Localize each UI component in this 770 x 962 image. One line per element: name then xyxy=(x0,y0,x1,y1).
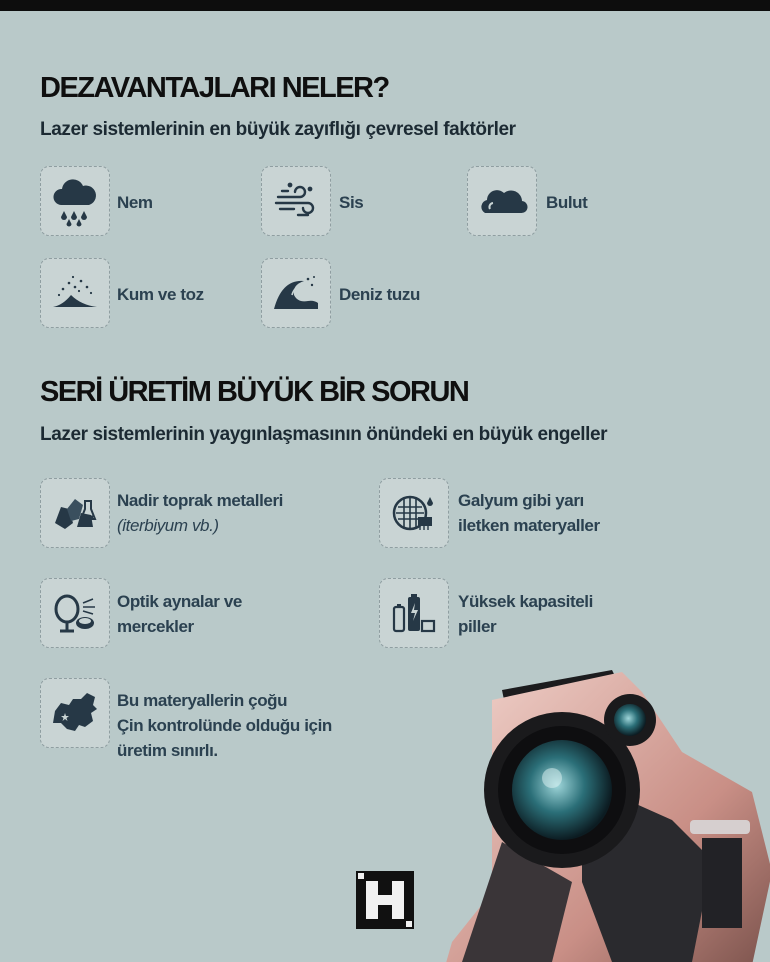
gallium-line1: Galyum gibi yarı xyxy=(458,491,584,510)
china-line3: üretim sınırlı. xyxy=(117,741,218,760)
item-label-rare-earth xyxy=(117,488,283,538)
cloud-icon xyxy=(467,166,537,236)
section1-title: DEZAVANTAJLARI NELER? xyxy=(40,72,389,104)
semiconductor-wafer-icon xyxy=(379,478,449,548)
item-label-bulut: Bulut xyxy=(546,193,588,212)
item-label-gallium xyxy=(458,488,600,538)
gallium-line2: iletken materyaller xyxy=(458,516,600,535)
rare-earth-line1: Nadir toprak metalleri xyxy=(117,491,283,510)
item-label-china xyxy=(117,688,332,763)
battery-icon xyxy=(379,578,449,648)
rain-cloud-icon xyxy=(40,166,110,236)
minerals-icon xyxy=(40,478,110,548)
batteries-line2: piller xyxy=(458,617,497,636)
sea-wave-icon xyxy=(261,258,331,328)
section2-subtitle: Lazer sistemlerinin yaygınlaşmasının önündeki en büyük engeller xyxy=(40,424,608,445)
item-label-kum-toz: Kum ve toz xyxy=(117,285,204,304)
laser-optics-device-image xyxy=(432,660,770,962)
item-label-nem: Nem xyxy=(117,193,153,212)
mirror-lens-icon xyxy=(40,578,110,648)
section1-subtitle: Lazer sistemlerinin en büyük zayıflığı çevresel faktörler xyxy=(40,119,516,140)
china-line2: Çin kontrolünde olduğu için xyxy=(117,716,332,735)
rare-earth-line2: (iterbiyum vb.) xyxy=(117,516,219,535)
optics-line2: mercekler xyxy=(117,617,194,636)
wind-fog-icon xyxy=(261,166,331,236)
item-label-deniz-tuzu: Deniz tuzu xyxy=(339,285,420,304)
china-line1: Bu materyallerin çoğu xyxy=(117,691,288,710)
item-label-optics xyxy=(117,589,242,639)
section2-title: SERİ ÜRETİM BÜYÜK BİR SORUN xyxy=(40,376,469,408)
top-bar xyxy=(0,0,770,11)
item-label-batteries xyxy=(458,589,593,639)
item-label-sis: Sis xyxy=(339,193,364,212)
batteries-line1: Yüksek kapasiteli xyxy=(458,592,593,611)
optics-line1: Optik aynalar ve xyxy=(117,592,242,611)
china-map-icon xyxy=(40,678,110,748)
sand-dust-icon xyxy=(40,258,110,328)
brand-logo xyxy=(356,871,414,929)
